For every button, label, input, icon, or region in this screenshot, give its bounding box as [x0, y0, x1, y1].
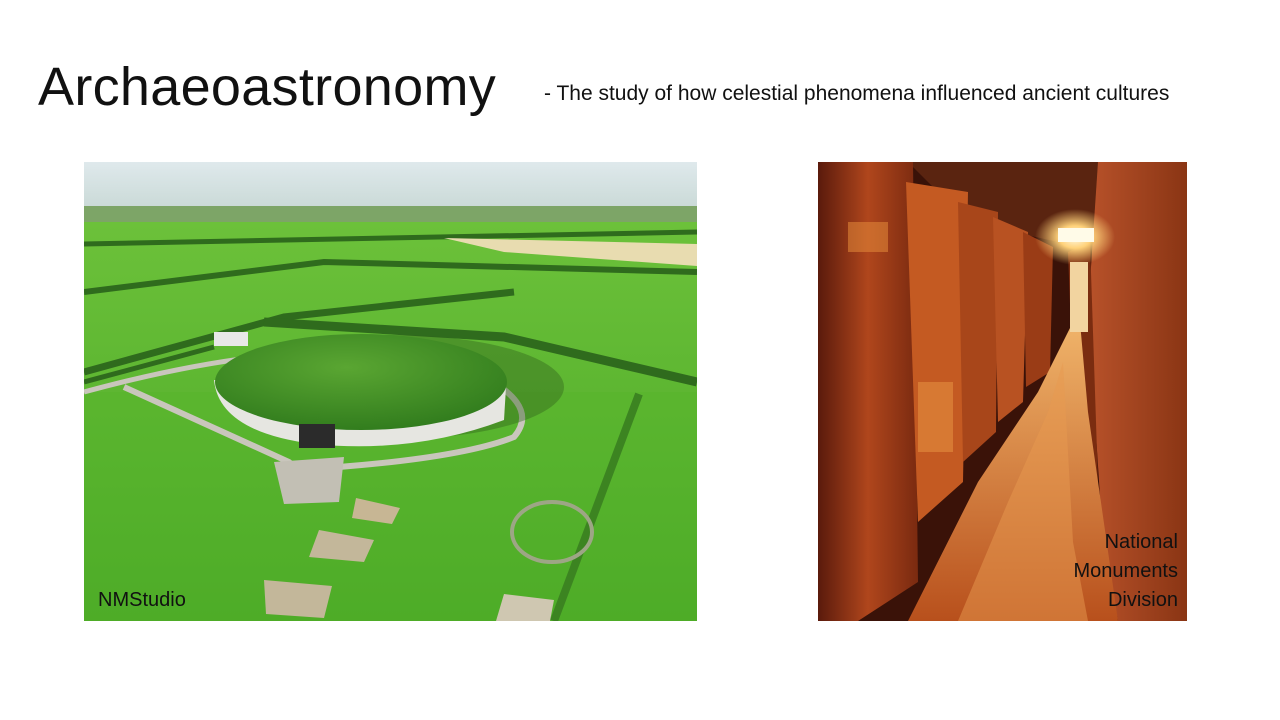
- photo-credit-left: NMStudio: [98, 589, 186, 611]
- photo-credit-right-line-2: Monuments: [1073, 560, 1178, 582]
- slide-title: Archaeoastronomy: [38, 57, 497, 117]
- newgrange-passage-photo: [818, 162, 1187, 621]
- photo-credit-right-line-1: National: [1104, 531, 1178, 553]
- photo-credit-right: [1028, 528, 1178, 615]
- newgrange-aerial-photo: [84, 162, 697, 621]
- slide-subtitle: - The study of how celestial phenomena influenced ancient cultures: [544, 82, 1170, 105]
- newgrange-aerial-image: [84, 162, 697, 621]
- photo-credit-right-line-3: Division: [1107, 589, 1178, 611]
